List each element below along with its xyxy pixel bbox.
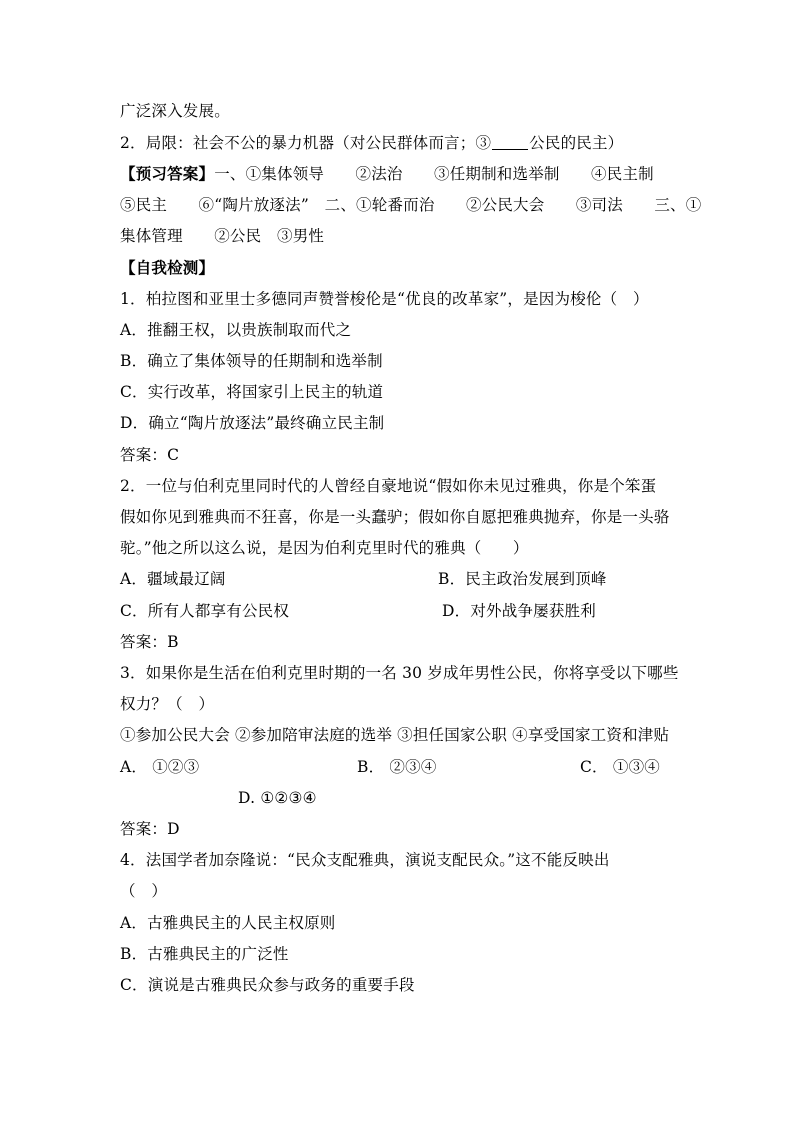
text-span: 2．局限：社会不公的暴力机器（对公民群体而言；③: [120, 134, 492, 152]
option: B． ②③④: [357, 758, 437, 776]
text-line: 集体管理 ②公民 ③男性: [120, 227, 325, 245]
option: A． ①②③: [120, 758, 200, 776]
option: A．古雅典民主的人民主权原则: [120, 914, 336, 932]
question-stem: 4．法国学者加奈隆说：“民众支配雅典，演说支配民众。”这不能反映出: [120, 851, 610, 869]
option: C．实行改革，将国家引上民主的轨道: [120, 383, 384, 401]
option: D．对外战争屡获胜利: [442, 602, 596, 620]
option: B．确立了集体领导的任期制和选举制: [120, 352, 383, 370]
option: A．推翻王权，以贵族制取而代之: [120, 321, 352, 339]
answer: 答案：D: [120, 820, 180, 838]
text-line: 广泛深入发展。: [120, 102, 230, 120]
text-line: [120, 164, 654, 184]
section-heading: 【预习答案】: [120, 164, 215, 183]
option: D．确立“陶片放逐法”最终确立民主制: [120, 414, 385, 432]
option: B．古雅典民主的广泛性: [120, 945, 289, 963]
question-stem: （ ）: [120, 882, 168, 900]
question-items: ①参加公民大会 ②参加陪审法庭的选举 ③担任国家公职 ④享受国家工资和津贴: [120, 726, 670, 744]
option: A．疆域最辽阔: [120, 570, 226, 588]
text-line: ⑤民主 ⑥“陶片放逐法” 二、①轮番而治 ②公民大会 ③司法 三、①: [120, 196, 702, 214]
option: C．所有人都享有公民权: [120, 602, 290, 620]
option: C． ①③④: [580, 758, 660, 776]
answer: 答案：B: [120, 633, 179, 651]
question-stem: 假如你见到雅典而不狂喜，你是一头蠢驴；假如你自愿把雅典抛弃，你是一头骆: [120, 508, 670, 526]
fill-blank: [492, 135, 528, 150]
text-span: 公民的民主）: [529, 134, 624, 152]
question-stem: 2．一位与伯利克里同时代的人曾经自豪地说“假如你未见过雅典，你是个笨蛋: [120, 477, 657, 495]
option: B．民主政治发展到顶峰: [438, 570, 607, 588]
question-stem: 1．柏拉图和亚里士多德同声赞誉梭伦是“优良的改革家”，是因为梭伦（ ）: [120, 290, 649, 308]
question-stem: 3．如果你是生活在伯利克里时期的一名 30 岁成年男性公民，你将享受以下哪些: [120, 664, 679, 682]
section-heading: 【自我检测】: [120, 258, 215, 277]
text-span: 一、①集体领导 ②法治 ③任期制和选举制 ④民主制: [214, 165, 654, 183]
question-stem: 驼。”他之所以这么说，是因为伯利克里时代的雅典（ ）: [120, 539, 529, 557]
answer: 答案：C: [120, 446, 180, 464]
option: C．演说是古雅典民众参与政务的重要手段: [120, 976, 415, 994]
text-line: [120, 133, 623, 153]
question-stem: 权力？（ ）: [120, 695, 215, 713]
option: D. ①②③④: [238, 789, 317, 807]
